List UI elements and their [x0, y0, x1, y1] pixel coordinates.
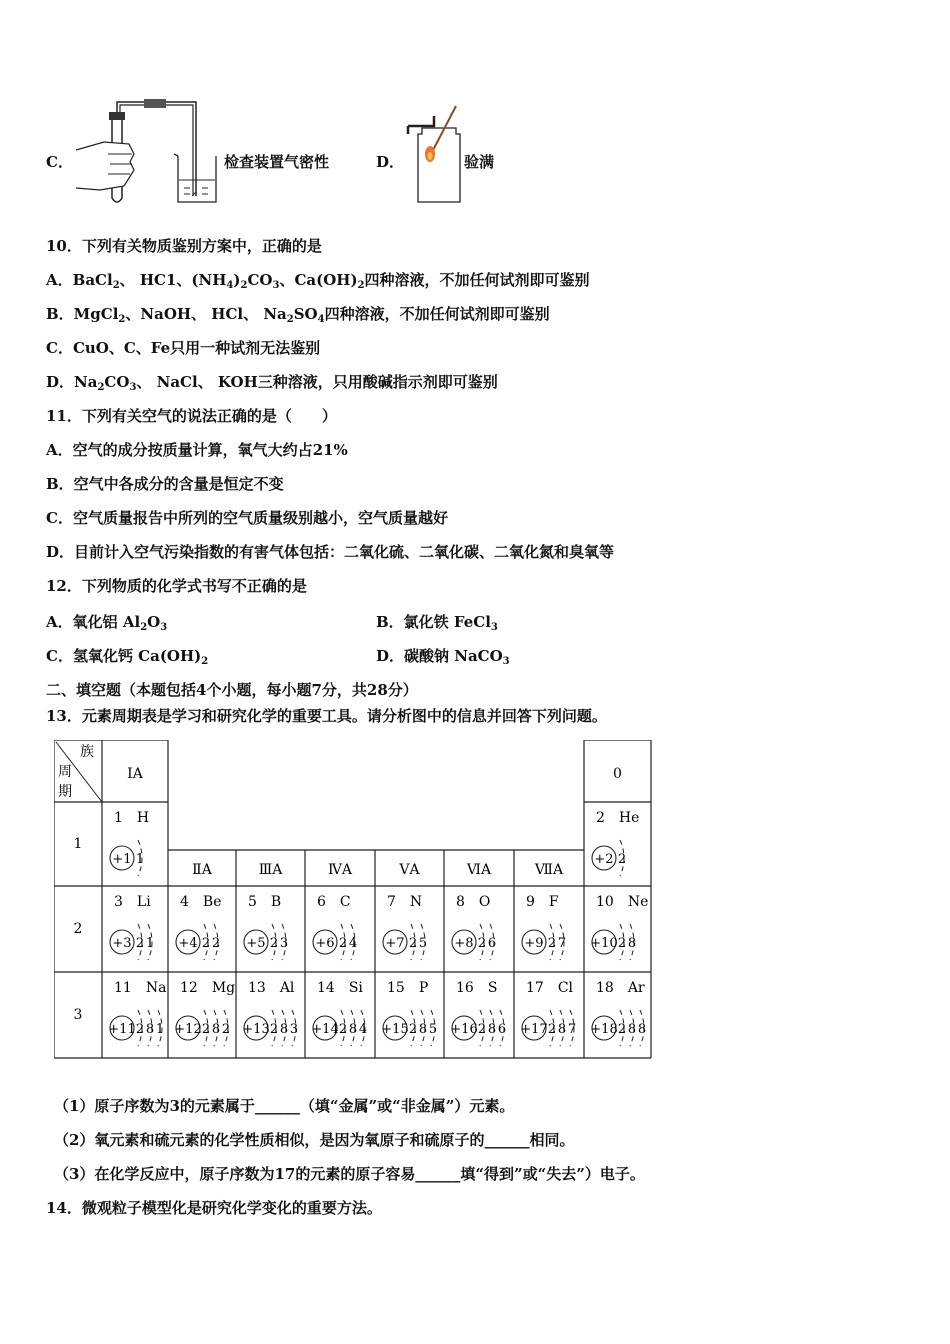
nucleus-charge: +14: [311, 1022, 339, 1037]
element-label: 16 S: [456, 980, 498, 996]
section-2-heading: 二、填空题（本题包括4个小题，每小题7分，共28分）: [46, 681, 418, 699]
q12-option-b: B．氯化铁 FeCl$_3$: [376, 613, 498, 633]
shell-electrons: 8: [211, 1022, 221, 1037]
element-cell: [522, 894, 566, 960]
element-label: 13 Al: [248, 980, 295, 996]
nucleus-charge: +8: [454, 936, 474, 951]
q12-stem: 12．下列物质的化学式书写不正确的是: [46, 577, 307, 595]
element-label: 11 Na: [114, 980, 167, 996]
element-label: 15 P: [387, 980, 429, 996]
shell-electrons: 5: [418, 936, 428, 951]
q9-option-c-label: C．: [46, 153, 73, 171]
q10-option-a: A．BaCl$_2$、 HC1、$(NH_4)_2CO_3$、$Ca(OH)_2$四种溶液，不加任何试剂即可鉴别: [46, 271, 590, 291]
element-cell: [313, 894, 357, 960]
q13-stem: 13．元素周期表是学习和研究化学的重要工具。请分析图中的信息并回答下列问题。: [46, 707, 607, 725]
shell-electrons: 2: [338, 936, 348, 951]
shell-electrons: 3: [289, 1022, 299, 1037]
period-label: 3: [73, 1007, 83, 1023]
q11-option-a: A．空气的成分按质量计算，氧气大约占21%: [46, 441, 348, 459]
nucleus-charge: +18: [590, 1022, 618, 1037]
element-label: 14 Si: [317, 980, 363, 996]
element-cell: [108, 980, 166, 1046]
q14-stem: 14．微观粒子模型化是研究化学变化的重要方法。: [46, 1199, 382, 1217]
q11-stem: 11．下列有关空气的说法正确的是（ ）: [46, 407, 337, 425]
shell-electrons: 8: [487, 1022, 497, 1037]
shell-electrons: 8: [279, 1022, 289, 1037]
nucleus-charge: +12: [174, 1022, 202, 1037]
element-cell: [383, 894, 427, 960]
shell-electrons: 7: [567, 1022, 577, 1037]
element-cell: [592, 810, 639, 876]
element-label: 2 He: [596, 810, 640, 826]
group-header: ⅠA: [127, 766, 143, 782]
nucleus-charge: +11: [108, 1022, 136, 1037]
shell-electrons: 2: [201, 936, 211, 951]
element-label: 1 H: [114, 810, 150, 826]
shell-electrons: 2: [269, 936, 279, 951]
q13-sub-1: （1）原子序数为3的元素属于______（填“金属”或“非金属”）元素。: [54, 1097, 515, 1115]
shell-electrons: 4: [348, 936, 358, 951]
element-cell: [176, 894, 221, 960]
element-label: 6 C: [317, 894, 351, 910]
nucleus-charge: +3: [112, 936, 132, 951]
element-label: 18 Ar: [596, 980, 645, 996]
shell-electrons: 4: [358, 1022, 368, 1037]
shell-electrons: 6: [487, 936, 497, 951]
element-label: 17 Cl: [526, 980, 574, 996]
element-cell: [242, 980, 298, 1046]
element-label: 5 B: [248, 894, 282, 910]
shell-electrons: 2: [338, 1022, 348, 1037]
shell-electrons: 5: [428, 1022, 438, 1037]
group-header: ⅢA: [258, 862, 283, 878]
nucleus-charge: +6: [315, 936, 335, 951]
element-label: 7 N: [387, 894, 423, 910]
period-label: 2: [73, 921, 83, 937]
nucleus-charge: +15: [381, 1022, 409, 1037]
element-cell: [520, 980, 576, 1046]
nucleus-charge: +13: [242, 1022, 270, 1037]
nucleus-charge: +2: [594, 852, 614, 867]
shell-electrons: 2: [547, 1022, 557, 1037]
shell-electrons: 6: [497, 1022, 507, 1037]
shell-electrons: 8: [145, 1022, 155, 1037]
shell-electrons: 7: [557, 936, 567, 951]
element-label: 12 Mg: [180, 980, 236, 996]
element-cell: [110, 810, 149, 876]
nucleus-charge: +17: [520, 1022, 548, 1037]
q12-option-a: A．氧化铝 $Al_2O_3$: [46, 613, 168, 633]
shell-electrons: 2: [408, 936, 418, 951]
q10-option-b: B．MgCl$_2$、NaOH、 HCl、 $Na_2SO_4$四种溶液，不加任何试剂即可鉴别: [46, 305, 550, 325]
shell-electrons: 2: [477, 1022, 487, 1037]
airtightness-apparatus-figure: [74, 98, 224, 210]
element-cell: [110, 894, 154, 960]
q12-option-c: C．氢氧化钙 $Ca(OH)_2$: [46, 647, 209, 667]
q11-option-d: D．目前计入空气污染指数的有害气体包括：二氧化硫、二氧化碳、二氧化氮和臭氧等: [46, 543, 615, 561]
shell-electrons: 8: [627, 936, 637, 951]
element-cell: [174, 980, 235, 1046]
element-cell: [450, 980, 506, 1046]
group-header: ⅡA: [192, 862, 212, 878]
element-label: 4 Be: [180, 894, 222, 910]
shell-electrons: 2: [211, 936, 221, 951]
q9-option-d-caption: 验满: [464, 153, 495, 171]
q9-option-d-label: D．: [376, 153, 405, 171]
group-header: ⅥA: [466, 862, 492, 878]
group-header: ⅣA: [327, 862, 353, 878]
nucleus-charge: +4: [178, 936, 198, 951]
shell-electrons: 2: [221, 1022, 231, 1037]
element-cell: [311, 980, 367, 1046]
shell-electrons: 8: [627, 1022, 637, 1037]
corner-zhou: 周: [58, 764, 72, 780]
group-header: ⅤA: [399, 862, 420, 878]
q13-sub-3: （3）在化学反应中，原子序数为17的元素的原子容易______填“得到”或“失去”）电子。: [54, 1165, 645, 1183]
nucleus-charge: +5: [246, 936, 266, 951]
shell-electrons: 2: [201, 1022, 211, 1037]
q9-option-c-caption: 检查装置气密性: [224, 153, 330, 171]
element-cell: [381, 980, 437, 1046]
q12-option-d: D．碳酸钠 NaCO$_3$: [376, 647, 510, 667]
q13-sub-2: （2）氧元素和硫元素的化学性质相似，是因为氧原子和硫原子的______相同。: [54, 1131, 575, 1149]
q10-stem: 10．下列有关物质鉴别方案中，正确的是: [46, 237, 322, 255]
shell-electrons: 2: [269, 1022, 279, 1037]
nucleus-charge: +9: [524, 936, 544, 951]
corner-qi: 期: [58, 784, 72, 800]
shell-electrons: 3: [279, 936, 289, 951]
q10-option-d: D．$Na_2CO_3$、 NaCl、 KOH三种溶液，只用酸碱指示剂即可鉴别: [46, 373, 498, 393]
q11-option-b: B．空气中各成分的含量是恒定不变: [46, 475, 284, 493]
shell-electrons: 2: [617, 1022, 627, 1037]
periodic-table: [54, 740, 654, 1062]
shell-electrons: 8: [637, 1022, 647, 1037]
shell-electrons: 8: [348, 1022, 358, 1037]
element-cell: [452, 894, 496, 960]
shell-electrons: 2: [135, 936, 145, 951]
shell-electrons: 8: [418, 1022, 428, 1037]
nucleus-charge: +16: [450, 1022, 478, 1037]
shell-electrons: 1: [135, 852, 145, 867]
gas-full-test-figure: [404, 104, 466, 208]
element-cell: [590, 894, 648, 960]
shell-electrons: 2: [547, 936, 557, 951]
element-label: 9 F: [526, 894, 559, 910]
element-cell: [590, 980, 646, 1046]
nucleus-charge: +1: [112, 852, 132, 867]
q10-option-c: C．CuO、C、Fe只用一种试剂无法鉴别: [46, 339, 321, 357]
shell-electrons: 2: [617, 852, 627, 867]
element-label: 10 Ne: [596, 894, 649, 910]
element-label: 3 Li: [114, 894, 151, 910]
group-header: ⅦA: [534, 862, 564, 878]
element-cell: [244, 894, 288, 960]
corner-zu: 族: [80, 744, 94, 760]
shell-electrons: 2: [617, 936, 627, 951]
shell-electrons: 2: [477, 936, 487, 951]
period-label: 1: [73, 836, 83, 852]
shell-electrons: 1: [145, 936, 155, 951]
element-label: 8 O: [456, 894, 491, 910]
shell-electrons: 2: [408, 1022, 418, 1037]
group-header: 0: [613, 766, 622, 782]
q11-option-c: C．空气质量报告中所列的空气质量级别越小，空气质量越好: [46, 509, 448, 527]
shell-electrons: 8: [557, 1022, 567, 1037]
nucleus-charge: +10: [590, 936, 618, 951]
shell-electrons: 2: [135, 1022, 145, 1037]
shell-electrons: 1: [155, 1022, 165, 1037]
nucleus-charge: +7: [385, 936, 405, 951]
